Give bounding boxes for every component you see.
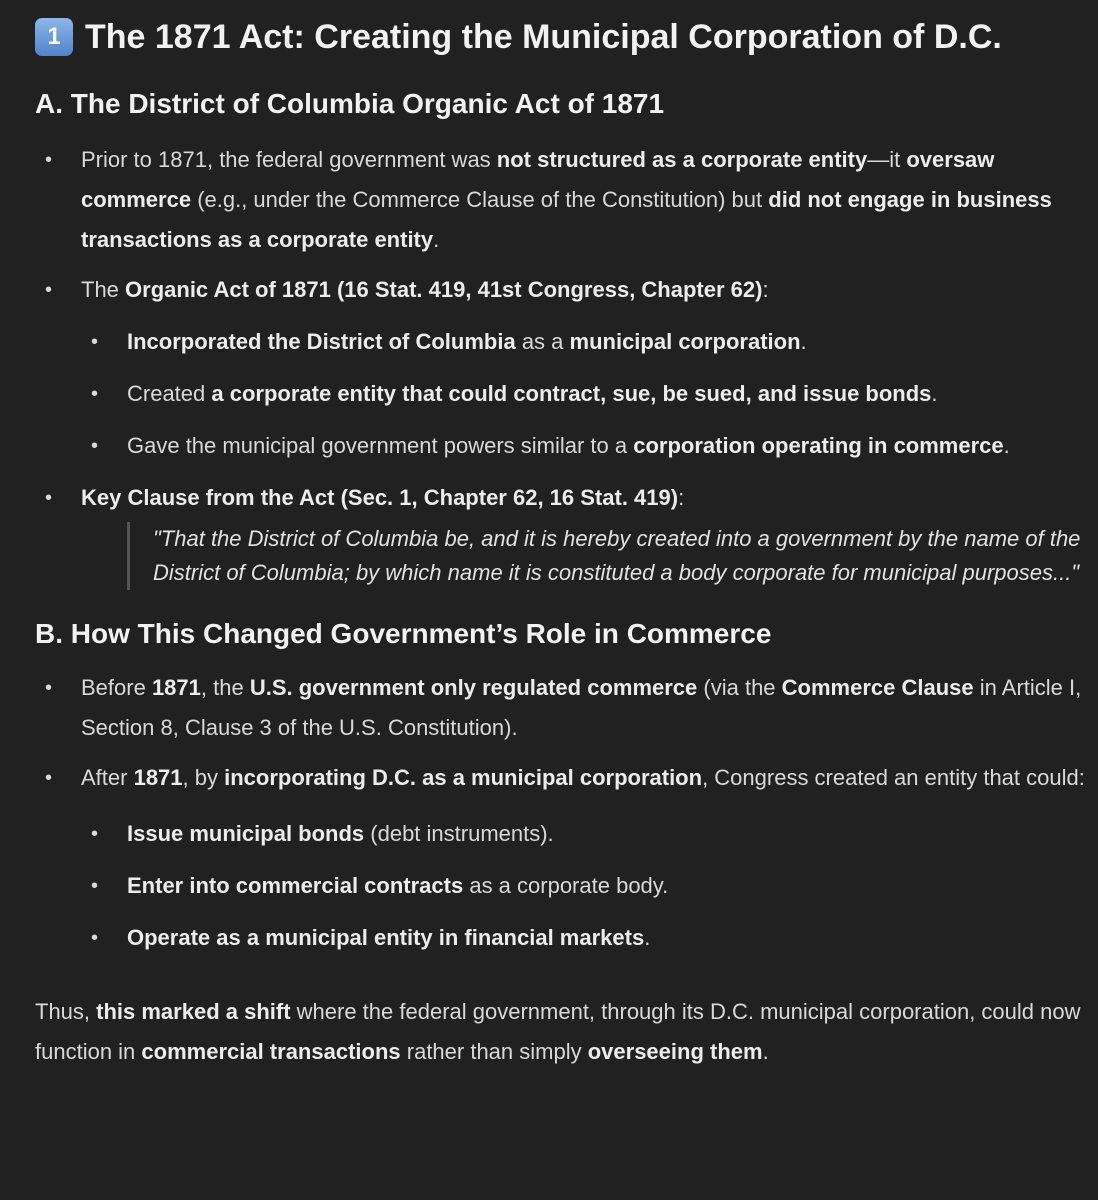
bold-text: not structured as a corporate entity bbox=[496, 147, 868, 172]
text: rather than simply bbox=[400, 1039, 588, 1064]
bold-text: did not engage in business transactions as a corporate entity bbox=[81, 187, 1052, 252]
list-item bbox=[35, 270, 1098, 310]
text: Thus, bbox=[35, 999, 97, 1024]
bold-text: Enter into commercial contracts bbox=[127, 873, 464, 898]
text: as a corporate body. bbox=[463, 873, 669, 898]
bullet-icon: • bbox=[45, 767, 53, 789]
text: Gave the municipal government powers similar to a bbox=[127, 433, 634, 458]
text: , Congress created an entity that could: bbox=[702, 765, 1085, 790]
text: . bbox=[762, 1039, 769, 1064]
text: . bbox=[1003, 433, 1010, 458]
keycap-number-one-icon: 1 bbox=[35, 18, 73, 56]
page-title bbox=[35, 14, 1098, 60]
bullet-icon: • bbox=[91, 383, 99, 405]
text: Created bbox=[127, 381, 212, 406]
bold-text: Organic Act of 1871 (16 Stat. 419, 41st Congress, Chapter 62) bbox=[125, 277, 763, 302]
bold-text: Key Clause from the Act (Sec. 1, Chapter 62, 16 Stat. 419) bbox=[81, 485, 679, 510]
section-a-list bbox=[35, 140, 1098, 590]
bold-text: U.S. government only regulated commerce bbox=[249, 675, 698, 700]
list-item bbox=[35, 322, 1098, 362]
section-b-list bbox=[35, 668, 1098, 958]
bullet-icon: • bbox=[45, 487, 53, 509]
list-item bbox=[35, 866, 1098, 906]
bold-text: this marked a shift bbox=[96, 999, 291, 1024]
page-title-text: The 1871 Act: Creating the Municipal Corporation of D.C. bbox=[85, 18, 1002, 56]
section-a-heading: A. The District of Columbia Organic Act of 1871 bbox=[35, 88, 665, 119]
bullet-icon: • bbox=[45, 279, 53, 301]
text: . bbox=[644, 925, 651, 950]
list-item bbox=[35, 374, 1098, 414]
bullet-icon: • bbox=[91, 875, 99, 897]
blockquote: "That the District of Columbia be, and it is hereby created into a government by the name of the District of Columbia; by which name it is constituted a body corporate for municipal purposes..." bbox=[127, 522, 1098, 590]
bullet-icon: • bbox=[91, 927, 99, 949]
bold-text: Operate as a municipal entity in financial markets bbox=[127, 925, 645, 950]
bold-text: Commerce Clause bbox=[781, 675, 974, 700]
section-b-heading: B. How This Changed Government’s Role in Commerce bbox=[35, 618, 772, 649]
text: . bbox=[931, 381, 938, 406]
bold-text: overseeing them bbox=[587, 1039, 763, 1064]
bold-text: 1871 bbox=[133, 765, 183, 790]
bold-text: a corporate entity that could contract, sue, be sued, and issue bonds bbox=[211, 381, 932, 406]
bold-text: incorporating D.C. as a municipal corporation bbox=[224, 765, 703, 790]
text: , by bbox=[182, 765, 225, 790]
text: (e.g., under the Commerce Clause of the Constitution) but bbox=[191, 187, 769, 212]
text: (debt instruments). bbox=[364, 821, 554, 846]
bold-text: commercial transactions bbox=[141, 1039, 401, 1064]
bullet-icon: • bbox=[45, 149, 53, 171]
bullet-icon: • bbox=[91, 331, 99, 353]
text: in Article I, Section 8, Clause 3 of the U.S. Constitution). bbox=[81, 675, 1082, 740]
text: Before bbox=[81, 675, 152, 700]
bullet-icon: • bbox=[91, 435, 99, 457]
text: as a bbox=[515, 329, 570, 354]
bold-text: 1871 bbox=[151, 675, 201, 700]
text: . bbox=[800, 329, 807, 354]
text: , the bbox=[200, 675, 250, 700]
bold-text: municipal corporation bbox=[569, 329, 801, 354]
text: where the federal government, through its D.C. municipal corporation, could now function in bbox=[35, 999, 1081, 1064]
text: The bbox=[81, 277, 126, 302]
closing-paragraph bbox=[35, 992, 1098, 1072]
bold-text: Incorporated the District of Columbia bbox=[127, 329, 516, 354]
list-item bbox=[35, 140, 1098, 260]
text: : bbox=[762, 277, 769, 302]
text: . bbox=[433, 227, 440, 252]
bullet-icon: • bbox=[45, 677, 53, 699]
bold-text: oversaw commerce bbox=[81, 147, 995, 212]
list-item bbox=[35, 814, 1098, 854]
bullet-icon: • bbox=[91, 823, 99, 845]
text: (via the bbox=[697, 675, 782, 700]
text: After bbox=[81, 765, 134, 790]
text: —it bbox=[867, 147, 907, 172]
list-item bbox=[35, 758, 1098, 798]
list-item bbox=[35, 918, 1098, 958]
bold-text: corporation operating in commerce bbox=[633, 433, 1004, 458]
text: Prior to 1871, the federal government was bbox=[81, 147, 497, 172]
list-item bbox=[35, 478, 1098, 590]
text: : bbox=[678, 485, 685, 510]
list-item bbox=[35, 426, 1098, 466]
bold-text: Issue municipal bonds bbox=[127, 821, 365, 846]
list-item bbox=[35, 668, 1098, 748]
